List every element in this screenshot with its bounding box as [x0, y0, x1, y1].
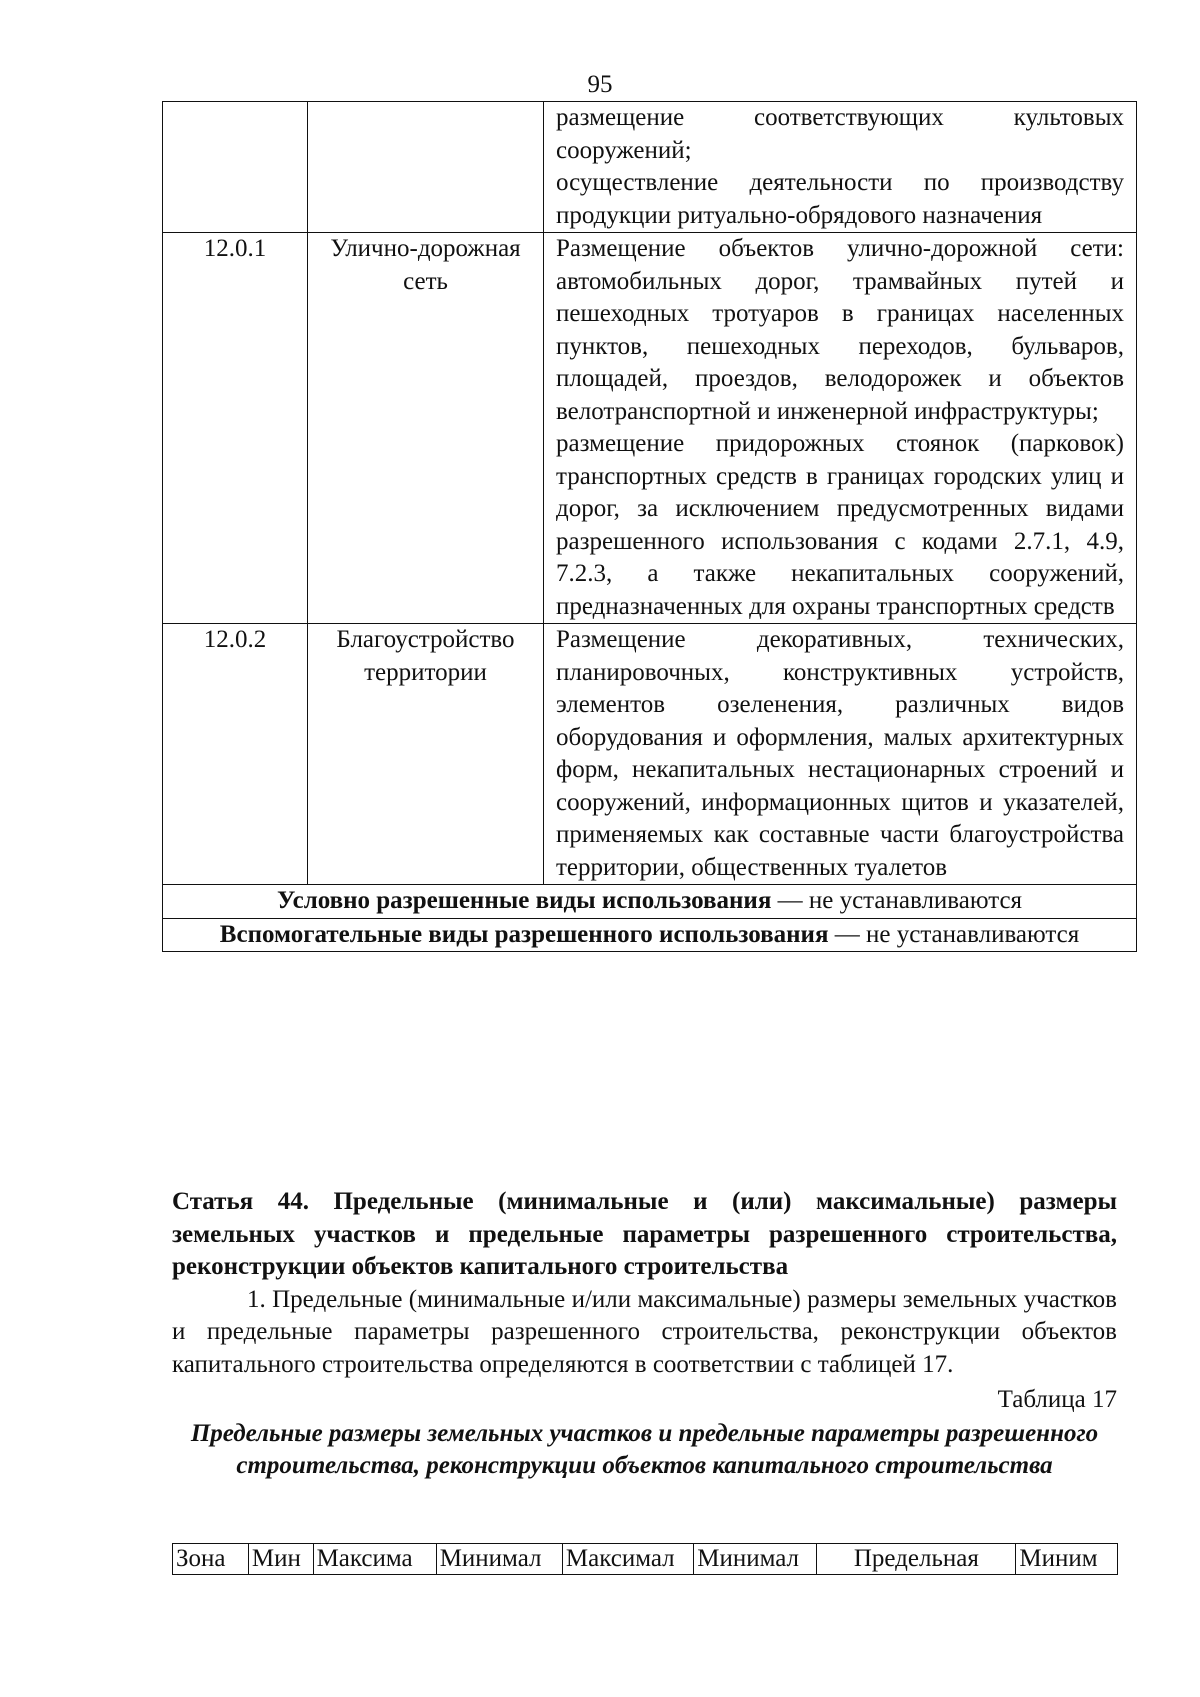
code-cell [163, 102, 308, 233]
description-cell [544, 624, 1137, 885]
auxiliary-uses-cell [163, 918, 1137, 952]
auxiliary-uses-label: Вспомогательные виды разрешенного использования [219, 920, 829, 948]
description-cell [544, 102, 1137, 233]
description-paragraph: размещение соответствующих культовых сооружений; [556, 104, 1124, 164]
code-cell: 12.0.1 [163, 233, 308, 624]
name-cell [308, 102, 544, 233]
conditional-uses-label: Условно разрешенные виды использования [276, 887, 772, 914]
table-17-header: Зона [173, 1544, 249, 1575]
table-17-header: Минимал [436, 1544, 562, 1575]
table-17 [172, 1543, 1118, 1575]
table-17-header: Предельная [817, 1544, 1016, 1575]
code-cell: 12.0.2 [163, 624, 308, 885]
description-paragraph: Размещение декоративных, технических, планировочных, конструктивных устройств, элементов озеленения, различных видов оборудования и оформления, малых архитектурных форм, некапитальных нестационарных строений и сооружений, информационных щитов и указателей, применяемых как составные части благоустройства территории, общественных туалетов [556, 626, 1124, 881]
table-row [163, 102, 1137, 233]
conditional-uses-value: — не устанавливаются [771, 887, 1023, 914]
description-paragraph: осуществление деятельности по производству продукции ритуально-обрядового назначения [556, 169, 1124, 229]
table-row [163, 624, 1137, 885]
conditional-uses-row [163, 885, 1137, 919]
table-17-header: Минимал [694, 1544, 817, 1575]
table-17-header: Миним [1016, 1544, 1118, 1575]
table-17-header: Максимал [562, 1544, 693, 1575]
table-label: Таблица 17 [997, 1386, 1117, 1413]
permitted-use-table [162, 101, 1137, 952]
article-title: Статья 44. Предельные (минимальные и (или) максимальные) размеры земельных участков и предельные параметры разрешенного строительства, реконструкции объектов капитального строительства [172, 1188, 1117, 1280]
article-paragraph: 1. Предельные (минимальные и/или максимальные) размеры земельных участков и предельные параметры разрешенного строительства, реконструкции объектов капитального строительства определяются в соответствии с таблицей 17. [172, 1285, 1117, 1378]
table-row [163, 233, 1137, 624]
article-section [172, 1186, 1117, 1483]
table-17-header: Максима [313, 1544, 436, 1575]
description-cell [544, 233, 1137, 624]
description-paragraph: размещение придорожных стоянок (парковок) транспортных средств в границах городских улиц и дорог, за исключением предусмотренных видами разрешенного использования с кодами 2.7.1, 4.9, 7.2.3, а также некапитальных сооружений, предназначенных для охраны транспортных средств [556, 430, 1124, 620]
name-cell: Благоустройство территории [308, 624, 544, 885]
name-cell: Улично-дорожная сеть [308, 233, 544, 624]
conditional-uses-cell [163, 885, 1137, 919]
description-paragraph: Размещение объектов улично-дорожной сети: автомобильных дорог, трамвайных путей и пешеходных тротуаров в границах населенных пунктов, пешеходных переходов, бульваров, площадей, проездов, велодорожек и объектов велотранспортной и инженерной инфраструктуры; [556, 235, 1124, 425]
auxiliary-uses-value: — не устанавливаются [828, 920, 1080, 948]
table-17-header: Мин [248, 1544, 313, 1575]
page-number: 95 [587, 71, 613, 98]
table-17-header-row [173, 1544, 1118, 1575]
auxiliary-uses-row [163, 918, 1137, 952]
table-caption: Предельные размеры земельных участков и предельные параметры разрешенного строительства, реконструкции объектов капитального строительства [190, 1419, 1099, 1479]
